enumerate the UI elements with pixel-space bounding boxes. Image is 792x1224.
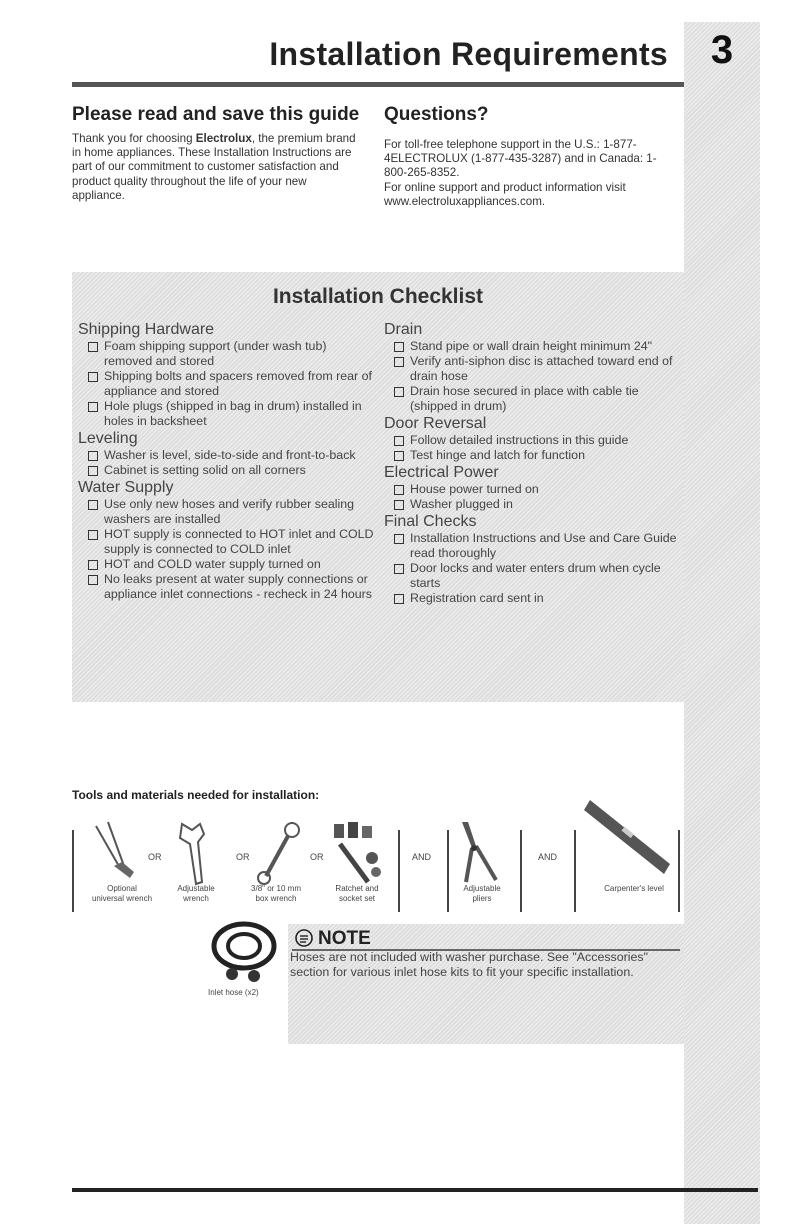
- level-caption: Carpenter's level: [604, 884, 664, 893]
- checklist-item-text: Washer plugged in: [410, 497, 513, 511]
- checkbox-icon[interactable]: [394, 564, 404, 574]
- checklist-item-text: Follow detailed instructions in this guide: [410, 433, 629, 447]
- box-wrench-caption: 3/8" or 10 mm box wrench: [251, 884, 301, 903]
- checklist-item: [78, 448, 378, 463]
- checklist-item-text: Registration card sent in: [410, 591, 544, 605]
- tools-divider: [447, 830, 449, 912]
- checkbox-icon[interactable]: [88, 372, 98, 382]
- and-label: AND: [412, 852, 432, 862]
- checklist-item-text: Foam shipping support (under wash tub) removed and stored: [104, 339, 327, 368]
- checklist-item-text: No leaks present at water supply connections or appliance inlet connections - recheck in 24 hours: [104, 572, 372, 601]
- checklist-item: [384, 384, 680, 414]
- checklist-item: [78, 497, 378, 527]
- checklist-item-text: Door locks and water enters drum when cycle starts: [410, 561, 661, 590]
- or-label: OR: [148, 852, 162, 862]
- checkbox-icon[interactable]: [88, 560, 98, 570]
- page-title: Installation Requirements: [269, 36, 668, 72]
- inlet-hose-icon: [204, 918, 284, 988]
- checklist-item: [78, 527, 378, 557]
- note-text: Hoses are not included with washer purchase. See "Accessories" section for various inlet hose kits to fit your specific installation.: [290, 950, 648, 979]
- checklist-item-text: Shipping bolts and spacers removed from rear of appliance and stored: [104, 369, 372, 398]
- checkbox-icon[interactable]: [394, 436, 404, 446]
- tools-divider: [520, 830, 522, 912]
- checklist-item: [78, 572, 378, 602]
- adjustable-wrench-icon: [172, 820, 216, 888]
- checkbox-icon[interactable]: [88, 500, 98, 510]
- bottom-rule: [72, 1188, 758, 1192]
- checklist-heading: Leveling: [78, 430, 138, 447]
- checklist-item: [78, 369, 378, 399]
- checklist-item: [384, 482, 680, 497]
- checklist-heading: Electrical Power: [384, 464, 499, 481]
- phone-support: For toll-free telephone support in the U.S.: 1-877-4ELECTROLUX (1-877-435-3287) and in Canada: 1-800-265-8352.: [384, 138, 657, 180]
- page-sidebar: [684, 22, 760, 1224]
- read-text-end: , the premium brand in home appliances. These Installation Instructions are part of our commitment to customer satisfaction and product quality throughout the life of your new appliance.: [72, 132, 356, 202]
- checklist-item-text: HOT supply is connected to HOT inlet and COLD supply is connected to COLD inlet: [104, 527, 374, 556]
- checkbox-icon[interactable]: [394, 594, 404, 604]
- checkbox-icon[interactable]: [394, 342, 404, 352]
- adjustable-wrench-caption: Adjustable wrench: [177, 884, 215, 903]
- read-text: [72, 132, 362, 203]
- and-label: AND: [538, 852, 558, 862]
- checkbox-icon[interactable]: [394, 485, 404, 495]
- tools-divider: [574, 830, 576, 912]
- checkbox-icon[interactable]: [88, 451, 98, 461]
- checkbox-icon[interactable]: [394, 451, 404, 461]
- checklist-item: [384, 591, 680, 606]
- note-icon: [294, 928, 316, 948]
- checklist-item-text: Verify anti-siphon disc is attached toward end of drain hose: [410, 354, 673, 383]
- checkbox-icon[interactable]: [88, 575, 98, 585]
- checklist-item: [78, 339, 378, 369]
- checkbox-icon[interactable]: [394, 357, 404, 367]
- checklist-heading: Final Checks: [384, 513, 477, 530]
- socket-set-caption: Ratchet and socket set: [335, 884, 379, 903]
- tools-divider: [398, 830, 400, 912]
- checklist-item: [384, 531, 680, 561]
- checklist-left-column: [78, 320, 378, 602]
- checklist-item: [384, 433, 680, 448]
- pliers-caption: Adjustable pliers: [463, 884, 501, 903]
- checklist-item: [384, 354, 680, 384]
- checklist-item: [384, 561, 680, 591]
- checklist-item: [384, 497, 680, 512]
- read-section: [72, 104, 362, 203]
- checklist-item: [78, 399, 378, 429]
- or-label: OR: [236, 852, 250, 862]
- checkbox-icon[interactable]: [394, 534, 404, 544]
- checklist-item-text: Installation Instructions and Use and Care Guide read thoroughly: [410, 531, 677, 560]
- checklist-item-text: Hole plugs (shipped in bag in drum) installed in holes in backsheet: [104, 399, 362, 428]
- checklist-item-text: HOT and COLD water supply turned on: [104, 557, 321, 571]
- checklist-item-text: Test hinge and latch for function: [410, 448, 585, 462]
- checklist-item-text: Use only new hoses and verify rubber sealing washers are installed: [104, 497, 355, 526]
- brand-name: Electrolux: [195, 132, 252, 145]
- checklist-item-text: House power turned on: [410, 482, 539, 496]
- universal-wrench-caption: Optional universal wrench: [91, 884, 153, 903]
- checklist-item-text: Stand pipe or wall drain height minimum 24": [410, 339, 653, 353]
- read-text-start: Thank you for choosing: [72, 132, 196, 145]
- note-title: NOTE: [318, 928, 371, 949]
- checkbox-icon[interactable]: [88, 342, 98, 352]
- checklist-item-text: Cabinet is setting solid on all corners: [104, 463, 306, 477]
- page-number: 3: [710, 28, 734, 72]
- checklist-item: [384, 339, 680, 354]
- online-support: For online support and product information visit www.electroluxappliances.com.: [384, 180, 626, 208]
- checklist-title: Installation Checklist: [272, 285, 484, 308]
- checkbox-icon[interactable]: [88, 402, 98, 412]
- checklist-item: [384, 448, 680, 463]
- tools-divider: [678, 830, 680, 912]
- universal-wrench-icon: [84, 820, 144, 880]
- read-heading: Please read and save this guide: [72, 104, 360, 125]
- checklist-heading: Shipping Hardware: [78, 321, 215, 338]
- box-wrench-icon: [252, 820, 306, 886]
- or-label: OR: [310, 852, 324, 862]
- checklist-item: [78, 463, 378, 478]
- tools-label: Tools and materials needed for installation:: [72, 788, 320, 802]
- checklist-item-text: Drain hose secured in place with cable tie (shipped in drum): [410, 384, 639, 413]
- checkbox-icon[interactable]: [88, 530, 98, 540]
- checklist-item: [78, 557, 378, 572]
- checkbox-icon[interactable]: [394, 387, 404, 397]
- checklist-heading: Water Supply: [78, 479, 174, 496]
- checklist-right-column: [384, 320, 680, 606]
- checklist-heading: Drain: [384, 321, 423, 338]
- questions-text: [384, 138, 676, 209]
- checklist-heading: Door Reversal: [384, 415, 487, 432]
- tools-row: [72, 818, 684, 908]
- questions-heading: Questions?: [384, 104, 489, 125]
- checkbox-icon[interactable]: [88, 466, 98, 476]
- checkbox-icon[interactable]: [394, 500, 404, 510]
- checklist-item-text: Washer is level, side-to-side and front-to-back: [104, 448, 356, 462]
- title-rule: [72, 82, 684, 87]
- ratchet-socket-set-icon: [328, 818, 386, 886]
- carpenters-level-icon: [584, 794, 676, 890]
- pliers-icon: [454, 818, 510, 886]
- questions-section: [384, 104, 676, 209]
- inlet-hose-caption: Inlet hose (x2): [208, 988, 259, 997]
